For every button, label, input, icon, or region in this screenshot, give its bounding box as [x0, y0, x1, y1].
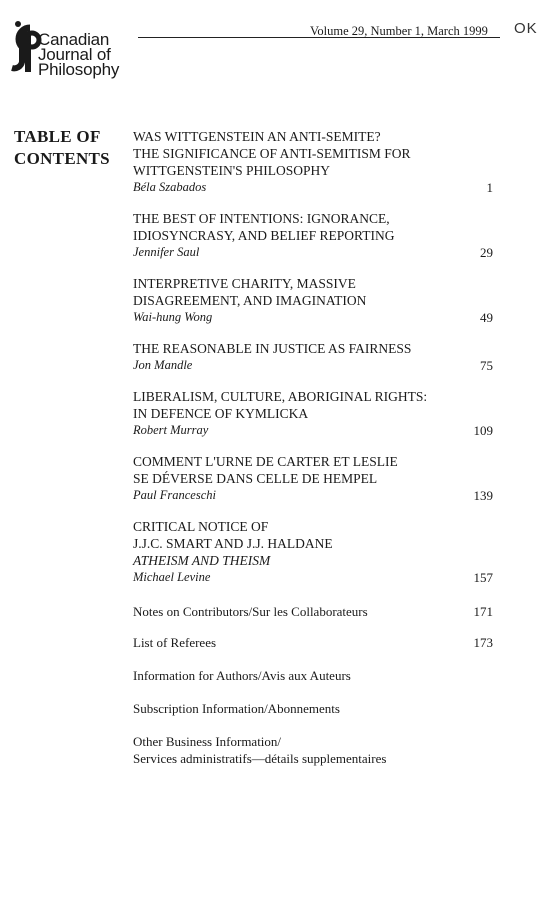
entry-line: SE DÉVERSE DANS CELLE DE HEMPEL [133, 471, 378, 486]
toc-entry [133, 634, 493, 651]
journal-name-line-1: Canadian [38, 30, 110, 49]
toc-entry [133, 340, 493, 374]
entry-line: Services administratifs—détails supplementaires [133, 751, 387, 766]
toc-entry [133, 210, 493, 261]
entry-title [133, 275, 493, 309]
entry-text [133, 733, 493, 767]
toc-entry [133, 128, 493, 196]
toc-heading [14, 126, 110, 170]
entry-title [133, 518, 493, 569]
entry-line: THE REASONABLE IN JUSTICE AS FAIRNESS [133, 341, 412, 356]
entry-line: Information for Authors/Avis aux Auteurs [133, 668, 351, 683]
entry-line: THE SIGNIFICANCE OF ANTI-SEMITISM FOR [133, 146, 411, 161]
entry-text [133, 667, 493, 684]
entry-line: Other Business Information/ [133, 734, 282, 749]
entry-page-number: 29 [480, 245, 493, 260]
entry-page-number: 157 [473, 570, 493, 585]
toc-entry [133, 275, 493, 326]
toc-entry [133, 700, 493, 717]
entry-page-number: 49 [480, 310, 493, 325]
entry-text [133, 700, 493, 717]
entry-line: List of Referees [133, 635, 217, 650]
entry-page-number: 1 [486, 180, 493, 195]
cjp-logo-mark [8, 18, 42, 80]
entry-author: Paul Franceschi [133, 488, 216, 502]
entry-line: COMMENT L'URNE DE CARTER ET LESLIE [133, 454, 398, 469]
entry-title [133, 340, 493, 357]
entry-line: IDIOSYNCRASY, AND BELIEF REPORTING [133, 228, 395, 243]
entry-line: Subscription Information/Abonnements [133, 701, 340, 716]
journal-name-line-2: Journal of [38, 45, 111, 64]
entry-author: Jennifer Saul [133, 245, 200, 259]
entry-line: ATHEISM AND THEISM [133, 553, 271, 568]
entry-author: Wai-hung Wong [133, 310, 213, 324]
toc-entries [133, 128, 493, 767]
entry-line: J.J.C. SMART AND J.J. HALDANE [133, 536, 333, 551]
entry-line: WITTGENSTEIN'S PHILOSOPHY [133, 163, 331, 178]
issue-line: Volume 29, Number 1, March 1999 [310, 24, 488, 38]
journal-name-line-3: Philosophy [38, 60, 120, 79]
entry-page-number: 75 [480, 358, 493, 373]
toc-entry [133, 667, 493, 684]
entry-text [133, 634, 493, 651]
entry-author: Jon Mandle [133, 358, 193, 372]
toc-entry [133, 733, 493, 767]
entry-title [133, 453, 493, 487]
entry-line: LIBERALISM, CULTURE, ABORIGINAL RIGHTS: [133, 389, 428, 404]
entry-line: INTERPRETIVE CHARITY, MASSIVE [133, 276, 356, 291]
entry-line: DISAGREEMENT, AND IMAGINATION [133, 293, 367, 308]
entry-title [133, 388, 493, 422]
toc-entry [133, 388, 493, 439]
entry-line: WAS WITTGENSTEIN AN ANTI-SEMITE? [133, 129, 381, 144]
toc-entry [133, 603, 493, 620]
entry-line: Notes on Contributors/Sur les Collaborateurs [133, 604, 368, 619]
entry-text [133, 603, 493, 620]
journal-logo [8, 18, 148, 88]
entry-title [133, 210, 493, 244]
entry-title [133, 128, 493, 179]
entry-author: Béla Szabados [133, 180, 207, 194]
toc-entry [133, 518, 493, 586]
entry-page-number: 109 [473, 423, 493, 438]
entry-line: IN DEFENCE OF KYMLICKA [133, 406, 309, 421]
toc-heading-line-2: CONTENTS [14, 149, 110, 168]
entry-author: Robert Murray [133, 423, 209, 437]
entry-author: Michael Levine [133, 570, 211, 584]
handwritten-ok-note: OK [514, 20, 538, 37]
entry-page-number: 171 [473, 604, 493, 619]
entry-line: THE BEST OF INTENTIONS: IGNORANCE, [133, 211, 390, 226]
entry-line: CRITICAL NOTICE OF [133, 519, 269, 534]
entry-page-number: 173 [473, 635, 493, 650]
entry-page-number: 139 [473, 488, 493, 503]
toc-heading-line-1: TABLE OF [14, 127, 101, 146]
toc-entry [133, 453, 493, 504]
